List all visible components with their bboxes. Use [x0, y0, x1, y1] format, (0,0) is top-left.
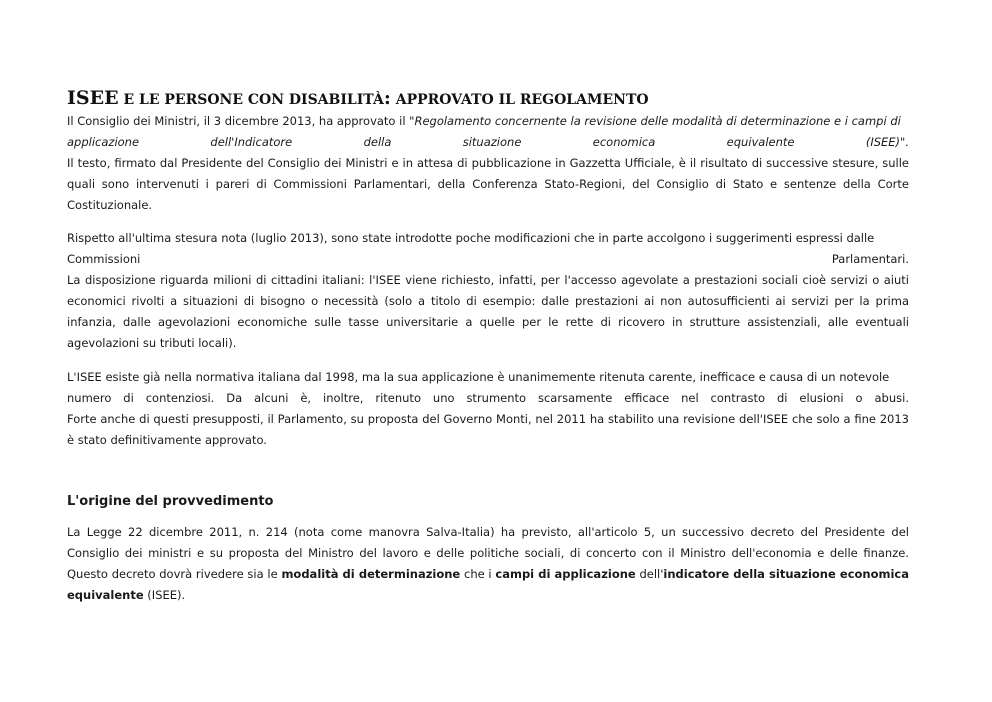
paragraph-1 — [67, 111, 909, 216]
bold-indicatore: indicatore della situazione economica equivalente — [67, 567, 910, 602]
paragraph-4-text-1: La Legge 22 dicembre 2011, n. 214 (nota come manovra Salva-Italia) ha previsto, all'articolo 5, un successivo decreto del Presidente del Consiglio dei ministri e su proposta del Ministro del lavoro e delle politiche sociali, di concerto con il Ministro dell'economia e delle finanze. Questo decreto dovrà rivedere sia le — [67, 525, 909, 581]
paragraph-2-line-1: Rispetto all'ultima stesura nota (luglio 2013), sono state introdotte poche modificazioni che in parte accolgono i suggerimenti espressi dalle — [67, 231, 875, 245]
paragraph-3 — [67, 367, 909, 451]
title-part-persone: E LE PERSONE CON DISABILITÀ — [118, 92, 384, 108]
section-heading: L'origine del provvedimento — [67, 494, 274, 509]
paragraph-3-line-1: L'ISEE esiste già nella normativa italiana dal 1998, ma la sua applicazione è unanimemente ritenuta carente, inefficace e causa di un notevole — [67, 370, 890, 384]
paragraph-4-text-2: che i — [460, 567, 496, 581]
title-colon: : — [383, 87, 391, 109]
title-part-isee: ISEE — [67, 87, 119, 109]
paragraph-3-rest: Forte anche di questi presupposti, il Parlamento, su proposta del Governo Monti, nel 2011 ha stabilito una revisione dell'ISEE che solo a fine 2013 è stato definitivamente approvato. — [67, 412, 909, 447]
title-part-approvato: APPROVATO IL REGOLAMENTO — [390, 92, 649, 108]
regolamento-quote-start: "Regolamento concernente la revisione delle modalità di determinazione e i campi di — [409, 114, 901, 128]
paragraph-1-line-1 — [67, 111, 909, 132]
page-title — [67, 77, 649, 109]
paragraph-1-intro: Il Consiglio dei Ministri, il 3 dicembre 2013, ha approvato il — [67, 114, 410, 128]
paragraph-4-text-4: (ISEE). — [143, 588, 186, 602]
paragraph-1-rest: Il testo, firmato dal Presidente del Consiglio dei Ministri e in attesa di pubblicazione in Gazzetta Ufficiale, è il risultato di successive stesure, sulle quali sono intervenuti i pareri di Commissioni Parlamentari, della Conferenza Stato-Regioni, del Consiglio di Stato e sentenze della Corte Costituzionale. — [67, 156, 909, 212]
paragraph-4 — [67, 522, 909, 606]
bold-modalita: modalità di determinazione — [281, 567, 461, 581]
bold-campi: campi di applicazione — [495, 567, 636, 581]
paragraph-3-line-2: numero di contenziosi. Da alcuni è, inoltre, ritenuto uno strumento scarsamente efficace nel contrasto di elusioni o abusi. — [67, 391, 909, 405]
paragraph-1-line-2 — [67, 132, 909, 153]
paragraph-2-line-2: Commissioni Parlamentari. — [67, 252, 909, 266]
paragraph-2-rest: La disposizione riguarda milioni di cittadini italiani: l'ISEE viene richiesto, infatti, per l'accesso agevolate a prestazioni sociali cioè servizi o aiuti economici rivolti a situazioni di bisogno o necessità (solo a titolo di esempio: dalle prestazioni ai non autosufficienti ai servizi per la prima infanzia, dalle agevolazioni economiche sulle tasse universitarie a quelle per le rette di ricovero in strutture assistenziali, alle eventuali agevolazioni su tributi locali). — [67, 273, 909, 350]
paragraph-4-text-3: dell' — [635, 567, 664, 581]
regolamento-quote-end: applicazione dell'Indicatore della situazione economica equivalente (ISEE)". — [67, 135, 909, 149]
paragraph-2 — [67, 228, 909, 354]
